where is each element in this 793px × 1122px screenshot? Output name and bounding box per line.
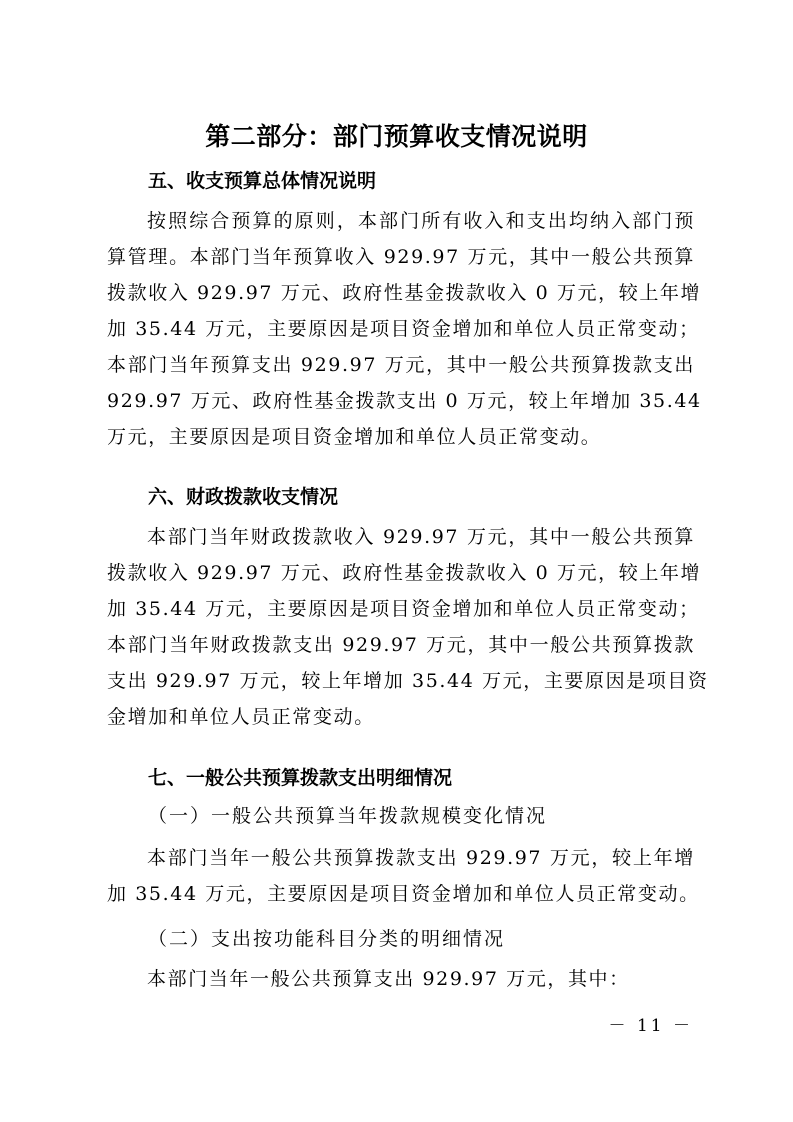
page-number: － 11 － xyxy=(608,1016,693,1036)
paragraph-line: 本部门当年一般公共预算支出 929.97 万元，其中： xyxy=(147,968,630,990)
paragraph-line: 本部门当年预算支出 929.97 万元，其中一般公共预算拨款支出 xyxy=(107,354,695,376)
paragraph-line: 算管理。本部门当年预算收入 929.97 万元，其中一般公共预算 xyxy=(107,246,695,268)
subsection-heading-one: （一）一般公共预算当年拨款规模变化情况 xyxy=(148,805,548,827)
paragraph-line: 929.97 万元、政府性基金拨款支出 0 万元，较上年增加 35.44 xyxy=(107,390,702,412)
paragraph-line: 拨款收入 929.97 万元、政府性基金拨款收入 0 万元，较上年增 xyxy=(107,562,702,584)
paragraph-line: 按照综合预算的原则，本部门所有收入和支出均纳入部门预 xyxy=(147,210,695,232)
paragraph-line: 本部门当年财政拨款收入 929.97 万元，其中一般公共预算 xyxy=(147,526,695,548)
section-six-paragraph xyxy=(107,519,709,735)
paragraph-line: 加 35.44 万元，主要原因是项目资金增加和单位人员正常变动； xyxy=(107,598,700,620)
paragraph-line: 本部门当年财政拨款支出 929.97 万元，其中一般公共预算拨款 xyxy=(107,634,695,656)
section-five-paragraph xyxy=(107,203,702,455)
paragraph-line: 金增加和单位人员正常变动。 xyxy=(107,706,375,728)
paragraph-line: 支出 929.97 万元，较上年增加 35.44 万元，主要原因是项目资 xyxy=(107,670,709,692)
paragraph-line: 加 35.44 万元，主要原因是项目资金增加和单位人员正常变动； xyxy=(107,318,700,340)
paragraph-line: 加 35.44 万元，主要原因是项目资金增加和单位人员正常变动。 xyxy=(107,883,700,905)
subsection-two-paragraph xyxy=(107,961,695,997)
paragraph-line: 万元，主要原因是项目资金增加和单位人员正常变动。 xyxy=(107,426,602,448)
subsection-heading-two: （二）支出按功能科目分类的明细情况 xyxy=(148,928,506,950)
subsection-one-paragraph xyxy=(107,840,700,912)
paragraph-line: 本部门当年一般公共预算拨款支出 929.97 万元，较上年增 xyxy=(147,847,695,869)
paragraph-line: 拨款收入 929.97 万元、政府性基金拨款收入 0 万元，较上年增 xyxy=(107,282,702,304)
section-heading-five: 五、收支预算总体情况说明 xyxy=(148,170,377,192)
section-heading-six: 六、财政拨款收支情况 xyxy=(148,486,339,508)
section-heading-seven: 七、一般公共预算拨款支出明细情况 xyxy=(148,767,453,789)
document-title: 第二部分：部门预算收支情况说明 xyxy=(205,122,588,151)
